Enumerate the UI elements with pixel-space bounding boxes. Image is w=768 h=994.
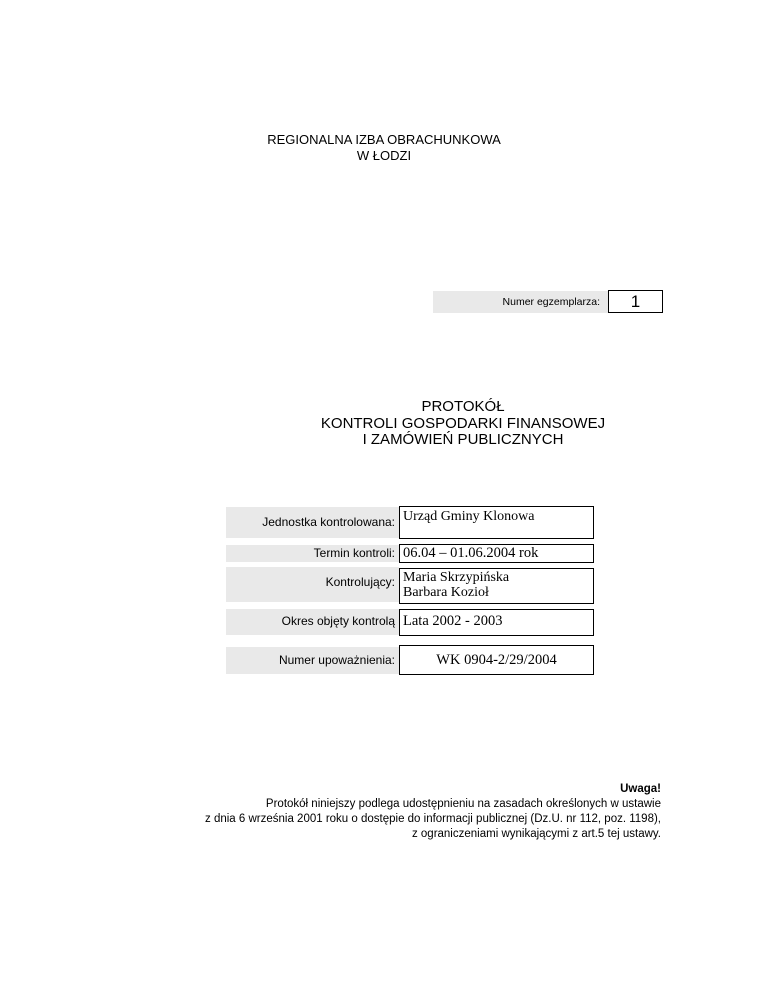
authorization-label	[226, 647, 399, 674]
period-value: Lata 2002 - 2003	[399, 609, 594, 636]
institution-city: W ŁODZI	[356, 148, 412, 163]
notice-line2: z dnia 6 września 2001 roku o dostępie do informacji publicznej (Dz.U. nr 112, poz. 1198),	[205, 813, 661, 825]
period-label-text: Okres objęty kontrolą	[281, 614, 395, 628]
inspectors-label-text: Kontrolujący:	[325, 575, 395, 589]
inspectors-value	[399, 568, 594, 604]
notice-line1: Protokół niniejszy podlega udostępnieniu na zasadach określonych w ustawie	[265, 798, 661, 810]
institution-header	[234, 132, 534, 164]
document-title-line2: KONTROLI GOSPODARKI FINANSOWEJ	[320, 414, 606, 432]
document-title-line1: PROTOKÓŁ	[421, 398, 505, 415]
authorization-label-text: Numer upoważnienia:	[278, 653, 395, 667]
authorization-value: WK 0904-2/29/2004	[399, 645, 594, 675]
period-label	[226, 609, 399, 635]
copy-number-value: 1	[608, 290, 663, 313]
inspector-name-2: Barbara Kozioł	[403, 585, 489, 600]
unit-label-text: Jednostka kontrolowana:	[262, 515, 395, 529]
term-label	[226, 545, 399, 562]
document-title-line3: I ZAMÓWIEŃ PUBLICZNYCH	[362, 431, 564, 448]
unit-value: Urząd Gminy Klonowa	[399, 506, 594, 539]
notice-title: Uwaga!	[620, 783, 661, 795]
inspectors-label	[226, 567, 399, 602]
institution-name: REGIONALNA IZBA OBRACHUNKOWA	[267, 132, 501, 147]
copy-number-label: Numer egzemplarza:	[433, 291, 608, 313]
legal-notice	[101, 782, 661, 842]
inspector-name-1: Maria Skrzypińska	[403, 570, 510, 585]
unit-label	[226, 507, 399, 538]
notice-line3: z ograniczeniami wynikającymi z art.5 tej ustawy.	[411, 828, 661, 840]
term-value: 06.04 – 01.06.2004 rok	[399, 544, 594, 563]
document-title	[300, 399, 626, 449]
term-label-text: Termin kontroli:	[313, 546, 395, 560]
